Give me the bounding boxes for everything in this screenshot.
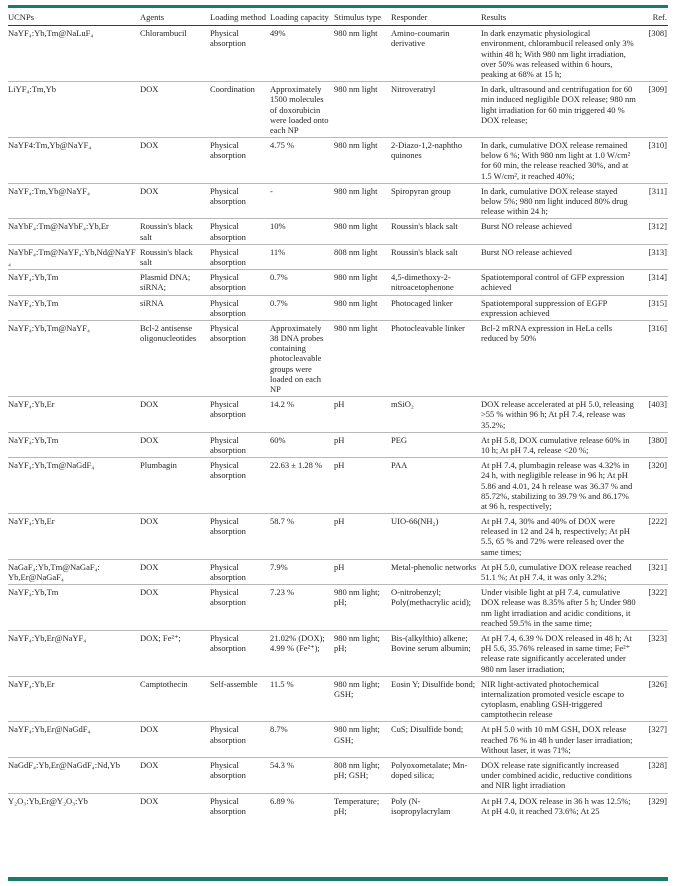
cell-ucnp-formula: NaYF₄:Yb,Er xyxy=(8,514,140,560)
cell-agent: Camptothecin xyxy=(140,676,210,722)
cell-agent: Plasmid DNA; siRNA; xyxy=(140,270,210,295)
column-header-loading-capacity: Loading capacity xyxy=(270,7,334,26)
cell-agent: DOX xyxy=(140,397,210,433)
table-row xyxy=(8,244,668,269)
cell-ucnp-formula: NaYF₄:Yb,Tm xyxy=(8,295,140,320)
cell-ucnp-formula: NaYbF₄:Tm@NaYbF₄:Yb,Er xyxy=(8,219,140,244)
table-header-row xyxy=(8,7,668,26)
column-header-ucnps: UCNPs xyxy=(8,7,140,26)
cell-responder: Photocleavable linker xyxy=(391,320,481,396)
cell-results: In dark, cumulative DOX release stayed below 5%; 980 nm light induced 80% drug release within 24 h; xyxy=(481,183,640,219)
cell-loading-method: Physical absorption xyxy=(210,432,270,457)
cell-results: Spatiotemporal suppression of EGFP expression achieved xyxy=(481,295,640,320)
cell-loading-method: Physical absorption xyxy=(210,295,270,320)
table-row xyxy=(8,26,668,82)
cell-responder: PAA xyxy=(391,458,481,514)
cell-reference-citation: [323] xyxy=(640,630,668,676)
cell-results: At pH 7.4, DOX release in 36 h was 12.5%; At pH 4.0, it reached 73.6%; At 25 xyxy=(481,795,631,816)
cell-responder: Roussin's black salt xyxy=(391,219,481,244)
cell-loading-capacity: 11.5 % xyxy=(270,676,334,722)
cell-loading-method: Physical absorption xyxy=(210,559,270,584)
table-body xyxy=(8,26,668,818)
cell-responder: 4,5-dimethoxy-2-nitroacetophenone xyxy=(391,270,481,295)
cell-agent: DOX xyxy=(140,559,210,584)
cell-stimulus-type: pH xyxy=(334,397,391,433)
cell-stimulus-type: 980 nm light xyxy=(334,26,391,82)
column-header-loading-method: Loading method xyxy=(210,7,270,26)
cell-stimulus-type: 980 nm light; GSH; xyxy=(334,676,391,722)
cell-agent: DOX xyxy=(140,722,210,758)
cell-stimulus-type: 980 nm light xyxy=(334,320,391,396)
table-row xyxy=(8,722,668,758)
cell-reference-citation: [329] xyxy=(648,795,667,806)
cell-ucnp-formula: NaYF₄:Yb,Er xyxy=(8,397,140,433)
cell-reference-citation: [328] xyxy=(640,758,668,794)
cell-ucnp-formula: NaGdF₄:Yb,Er@NaGdF₄:Nd,Yb xyxy=(8,758,140,794)
cell-results: NIR light-activated photochemical internalization promoted vesicle escape to cytoplasm, enabling GSH-triggered camptothecin release xyxy=(481,676,640,722)
cell-responder: Eosin Y; Disulfide bond; xyxy=(391,676,481,722)
cell-loading-capacity: - xyxy=(270,183,334,219)
cell-ucnp-formula: NaYF₄:Yb,Tm@NaGdF₄ xyxy=(8,458,140,514)
cell-results: Spatiotemporal control of GFP expression achieved xyxy=(481,270,640,295)
cell-loading-method: Physical absorption xyxy=(210,795,246,816)
cell-reference-citation: [222] xyxy=(640,514,668,560)
cell-loading-method: Coordination xyxy=(210,82,270,138)
cell-ucnp-formula: NaGaF₄:Yb,Tm@NaGaF₄: Yb,Er@NaGaF₄ xyxy=(8,559,140,584)
cell-loading-capacity: 11% xyxy=(270,244,334,269)
table-row xyxy=(8,138,668,184)
cell-agent: siRNA xyxy=(140,295,210,320)
table-row xyxy=(8,585,668,631)
column-header-agents: Agents xyxy=(140,7,210,26)
cell-loading-capacity: 14.2 % xyxy=(270,397,334,433)
table-row xyxy=(8,183,668,219)
cell-loading-capacity: 7.9% xyxy=(270,559,334,584)
cell-loading-capacity: Approximately 1500 molecules of doxorubicin were loaded onto each NP xyxy=(270,82,334,138)
cell-loading-capacity: 58.7 % xyxy=(270,514,334,560)
cell-loading-method: Physical absorption xyxy=(210,219,270,244)
cell-responder: mSiO₂ xyxy=(391,397,481,433)
cell-agent: DOX xyxy=(140,795,159,806)
cell-reference-citation: [316] xyxy=(640,320,668,396)
cell-reference-citation: [326] xyxy=(640,676,668,722)
cell-reference-citation: [321] xyxy=(640,559,668,584)
cell-agent: DOX xyxy=(140,82,210,138)
cell-ucnp-formula: NaYbF₄:Tm@NaYF₄:Yb,Nd@NaYF₄ xyxy=(8,244,140,269)
table-row xyxy=(8,397,668,433)
cell-agent: DOX xyxy=(140,514,210,560)
ucnp-release-table xyxy=(8,5,668,818)
cell-responder: PEG xyxy=(391,432,481,457)
cell-results: Bcl-2 mRNA expression in HeLa cells reduced by 50% xyxy=(481,320,640,396)
cell-responder: Metal-phenolic networks xyxy=(391,559,481,584)
cell-reference-citation: [322] xyxy=(640,585,668,631)
cell-loading-capacity: 54.3 % xyxy=(270,758,334,794)
cell-results: In dark enzymatic physiological environment, chlorambucil released only 3% within 48 h; With 980 nm light irradiation, over 50% was released within 6 hours, peaking at 68% at 15 h; xyxy=(481,26,640,82)
cell-loading-method: Physical absorption xyxy=(210,630,270,676)
cell-results: In dark, cumulative DOX release remained below 6 %; With 980 nm light at 1.0 W/cm² for 60 min, the release reached 30%, and at 1.5 W/cm², it reached 40%; xyxy=(481,138,640,184)
cell-results: At pH 7.4, 6.39 % DOX released in 48 h; At pH 5.6, 35.76% released in same time; Fe²⁺ release rate significantly accelerated under 980 nm laser irradiation; xyxy=(481,630,640,676)
cell-stimulus-type: 808 nm light xyxy=(334,244,391,269)
cell-stimulus-type: pH xyxy=(334,559,391,584)
cell-responder: Polyoxometalate; Mn-doped silica; xyxy=(391,758,481,794)
cell-reference-citation: [320] xyxy=(640,458,668,514)
cell-results: In dark, ultrasound and centrifugation for 60 min induced negligible DOX release; 980 nm light irradiation for 60 min triggered 40 % DOX release; xyxy=(481,82,640,138)
cell-agent: DOX xyxy=(140,585,210,631)
cell-responder: Photocaged linker xyxy=(391,295,481,320)
cell-loading-method: Physical absorption xyxy=(210,722,270,758)
cell-stimulus-type: 980 nm light xyxy=(334,270,391,295)
cell-loading-method: Physical absorption xyxy=(210,758,270,794)
table-row xyxy=(8,82,668,138)
cell-loading-method: Physical absorption xyxy=(210,585,270,631)
table-row xyxy=(8,514,668,560)
page-bottom-margin xyxy=(0,881,676,886)
cell-reference-citation: [310] xyxy=(640,138,668,184)
cell-results: At pH 5.0, cumulative DOX release reached 51.1 %; At pH 7.4, it was only 3.2%; xyxy=(481,559,640,584)
cell-loading-method: Physical absorption xyxy=(210,138,270,184)
table-row xyxy=(8,432,668,457)
cell-stimulus-type: pH xyxy=(334,458,391,514)
cell-loading-method: Physical absorption xyxy=(210,270,270,295)
cell-agent: Bcl-2 antisense oligonucleotides xyxy=(140,320,210,396)
cell-responder: Amino-coumarin derivative xyxy=(391,26,481,82)
cell-results: At pH 5.0 with 10 mM GSH, DOX release reached 76 % in 48 h under laser irradiation; Without laser, it was 71%; xyxy=(481,722,640,758)
column-header-results: Results xyxy=(481,7,640,26)
cell-loading-capacity: 7.23 % xyxy=(270,585,334,631)
cell-results: At pH 7.4, 30% and 40% of DOX were released in 12 and 24 h, respectively; At pH 5.5, 65 % and 72% were released over the same times; xyxy=(481,514,640,560)
cell-results: DOX release rate significantly increased under combined acidic, reductive conditions and NIR light irradiation xyxy=(481,758,640,794)
cell-reference-citation: [380] xyxy=(640,432,668,457)
cell-reference-citation: [315] xyxy=(640,295,668,320)
cell-results: Burst NO release achieved xyxy=(481,244,640,269)
cell-loading-method: Physical absorption xyxy=(210,397,270,433)
cell-responder: O-nitrobenzyl; Poly(methacrylic acid); xyxy=(391,585,481,631)
cell-stimulus-type: 808 nm light; pH; GSH; xyxy=(334,758,391,794)
cell-results: At pH 5.8, DOX cumulative release 60% in 10 h; At pH 7.4, release <20 %; xyxy=(481,432,640,457)
cell-agent: DOX xyxy=(140,758,210,794)
cell-reference-citation: [312] xyxy=(640,219,668,244)
table-row xyxy=(8,559,668,584)
cell-stimulus-type: 980 nm light; pH; xyxy=(334,585,391,631)
cell-reference-citation: [313] xyxy=(640,244,668,269)
cell-reference-citation: [327] xyxy=(640,722,668,758)
cell-responder: Roussin's black salt xyxy=(391,244,481,269)
cell-agent: Roussin's black salt xyxy=(140,219,210,244)
cell-responder: 2-Diazo-1,2-naphtho quinones xyxy=(391,138,481,184)
cell-loading-capacity: 0.7% xyxy=(270,270,334,295)
cell-responder: UIO-66(NH₂) xyxy=(391,514,481,560)
cell-loading-capacity: 6.89 % xyxy=(270,795,295,806)
cell-responder: Spiropyran group xyxy=(391,183,481,219)
column-header-stimulus-type: Stimulus type xyxy=(334,7,391,26)
cell-loading-capacity: 10% xyxy=(270,219,334,244)
cell-loading-method: Physical absorption xyxy=(210,26,270,82)
cell-loading-capacity: 21.02% (DOX); 4.99 % (Fe²⁺); xyxy=(270,630,334,676)
table-row xyxy=(8,270,668,295)
cell-loading-capacity: 4.75 % xyxy=(270,138,334,184)
cell-loading-capacity: 22.63 ± 1.28 % xyxy=(270,458,334,514)
cell-responder: Poly (N-isopropylacrylam xyxy=(391,795,451,816)
cell-stimulus-type: 980 nm light xyxy=(334,138,391,184)
cell-ucnp-formula: NaYF₄:Yb,Tm@NaLuF₄ xyxy=(8,26,140,82)
cell-responder: Bis-(alkylthio) alkene; Bovine serum albumin; xyxy=(391,630,481,676)
table-row xyxy=(8,758,668,794)
cell-loading-method: Physical absorption xyxy=(210,320,270,396)
cell-results: DOX release accelerated at pH 5.0, releasing >55 % within 96 h; At pH 7.4, release was 35.2%; xyxy=(481,397,640,433)
cell-ucnp-formula: NaYF₄:Yb,Er xyxy=(8,676,140,722)
cell-agent: Roussin's black salt xyxy=(140,244,210,269)
cell-results: Burst NO release achieved xyxy=(481,219,640,244)
cell-loading-method: Physical absorption xyxy=(210,458,270,514)
column-header-responder: Responder xyxy=(391,7,481,26)
cell-responder: CuS; Disulfide bond; xyxy=(391,722,481,758)
cell-stimulus-type: 980 nm light; pH; xyxy=(334,630,391,676)
column-header-ref: Ref. xyxy=(640,7,668,26)
cell-agent: Plumbagin xyxy=(140,458,210,514)
cell-responder: Nitroveratryl xyxy=(391,82,481,138)
cell-agent: DOX xyxy=(140,432,210,457)
cell-stimulus-type: 980 nm light xyxy=(334,82,391,138)
cell-stimulus-type: 980 nm light; GSH; xyxy=(334,722,391,758)
cell-ucnp-formula: NaYF₄:Yb,Tm xyxy=(8,585,140,631)
cell-loading-capacity: 60% xyxy=(270,432,334,457)
cell-loading-method: Physical absorption xyxy=(210,244,270,269)
cell-loading-capacity: 49% xyxy=(270,26,334,82)
cell-ucnp-formula: NaYF₄:Tm,Yb@NaYF₄ xyxy=(8,183,140,219)
cell-reference-citation: [309] xyxy=(640,82,668,138)
table-row xyxy=(8,458,668,514)
table-row xyxy=(8,793,668,818)
cell-reference-citation: [311] xyxy=(640,183,668,219)
cell-ucnp-formula: NaYF₄:Yb,Er@NaGdF₄ xyxy=(8,722,140,758)
table-header xyxy=(8,7,668,26)
cell-loading-method: Self-assemble xyxy=(210,676,270,722)
cell-agent: Chlorambucil xyxy=(140,26,210,82)
cell-loading-method: Physical absorption xyxy=(210,514,270,560)
cell-stimulus-type: Temperature; pH; xyxy=(334,795,380,816)
cell-reference-citation: [314] xyxy=(640,270,668,295)
table-row xyxy=(8,295,668,320)
cell-loading-capacity: 8.7% xyxy=(270,722,334,758)
cell-agent: DOX; Fe²⁺; xyxy=(140,630,210,676)
table-row xyxy=(8,630,668,676)
cell-reference-citation: [308] xyxy=(640,26,668,82)
cell-ucnp-formula: NaYF₄:Yb,Tm xyxy=(8,432,140,457)
cell-ucnp-formula: NaYF4:Tm,Yb@NaYF₄ xyxy=(8,138,140,184)
cell-loading-capacity: Approximately 38 DNA probes containing photocleavable groups were loaded on each NP xyxy=(270,320,334,396)
table-row xyxy=(8,676,668,722)
cell-reference-citation: [403] xyxy=(640,397,668,433)
cell-agent: DOX xyxy=(140,138,210,184)
cell-stimulus-type: 980 nm light xyxy=(334,183,391,219)
cell-ucnp-formula: NaYF₄:Yb,Er@NaYF₄ xyxy=(8,630,140,676)
cell-ucnp-formula: Y₂O₃:Yb,Er@Y₂O₃:Yb xyxy=(8,795,88,806)
cell-stimulus-type: 980 nm light xyxy=(334,295,391,320)
cell-stimulus-type: 980 nm light xyxy=(334,219,391,244)
table-row xyxy=(8,219,668,244)
cell-ucnp-formula: LiYF₄:Tm,Yb xyxy=(8,82,140,138)
cell-results: At pH 7.4, plumbagin release was 4.32% in 24 h, with negligible release in 96 h; At pH 5.86 and 4.01, 24 h release was 36.37 % and 85.72%, stabilizing to 39.79 % and 86.17% at 96 h, respectively; xyxy=(481,458,640,514)
cell-ucnp-formula: NaYF₄:Yb,Tm@NaYF₄ xyxy=(8,320,140,396)
table-row xyxy=(8,320,668,396)
cell-ucnp-formula: NaYF₄:Yb,Tm xyxy=(8,270,140,295)
cell-results: Under visible light at pH 7.4, cumulative DOX release was 8.35% after 5 h; Under 980 nm light irradiation and acidic conditions, it reached 59.5% in the same time; xyxy=(481,585,640,631)
cell-stimulus-type: pH xyxy=(334,432,391,457)
cell-loading-method: Physical absorption xyxy=(210,183,270,219)
cell-stimulus-type: pH xyxy=(334,514,391,560)
cell-loading-capacity: 0.7% xyxy=(270,295,334,320)
cell-agent: DOX xyxy=(140,183,210,219)
